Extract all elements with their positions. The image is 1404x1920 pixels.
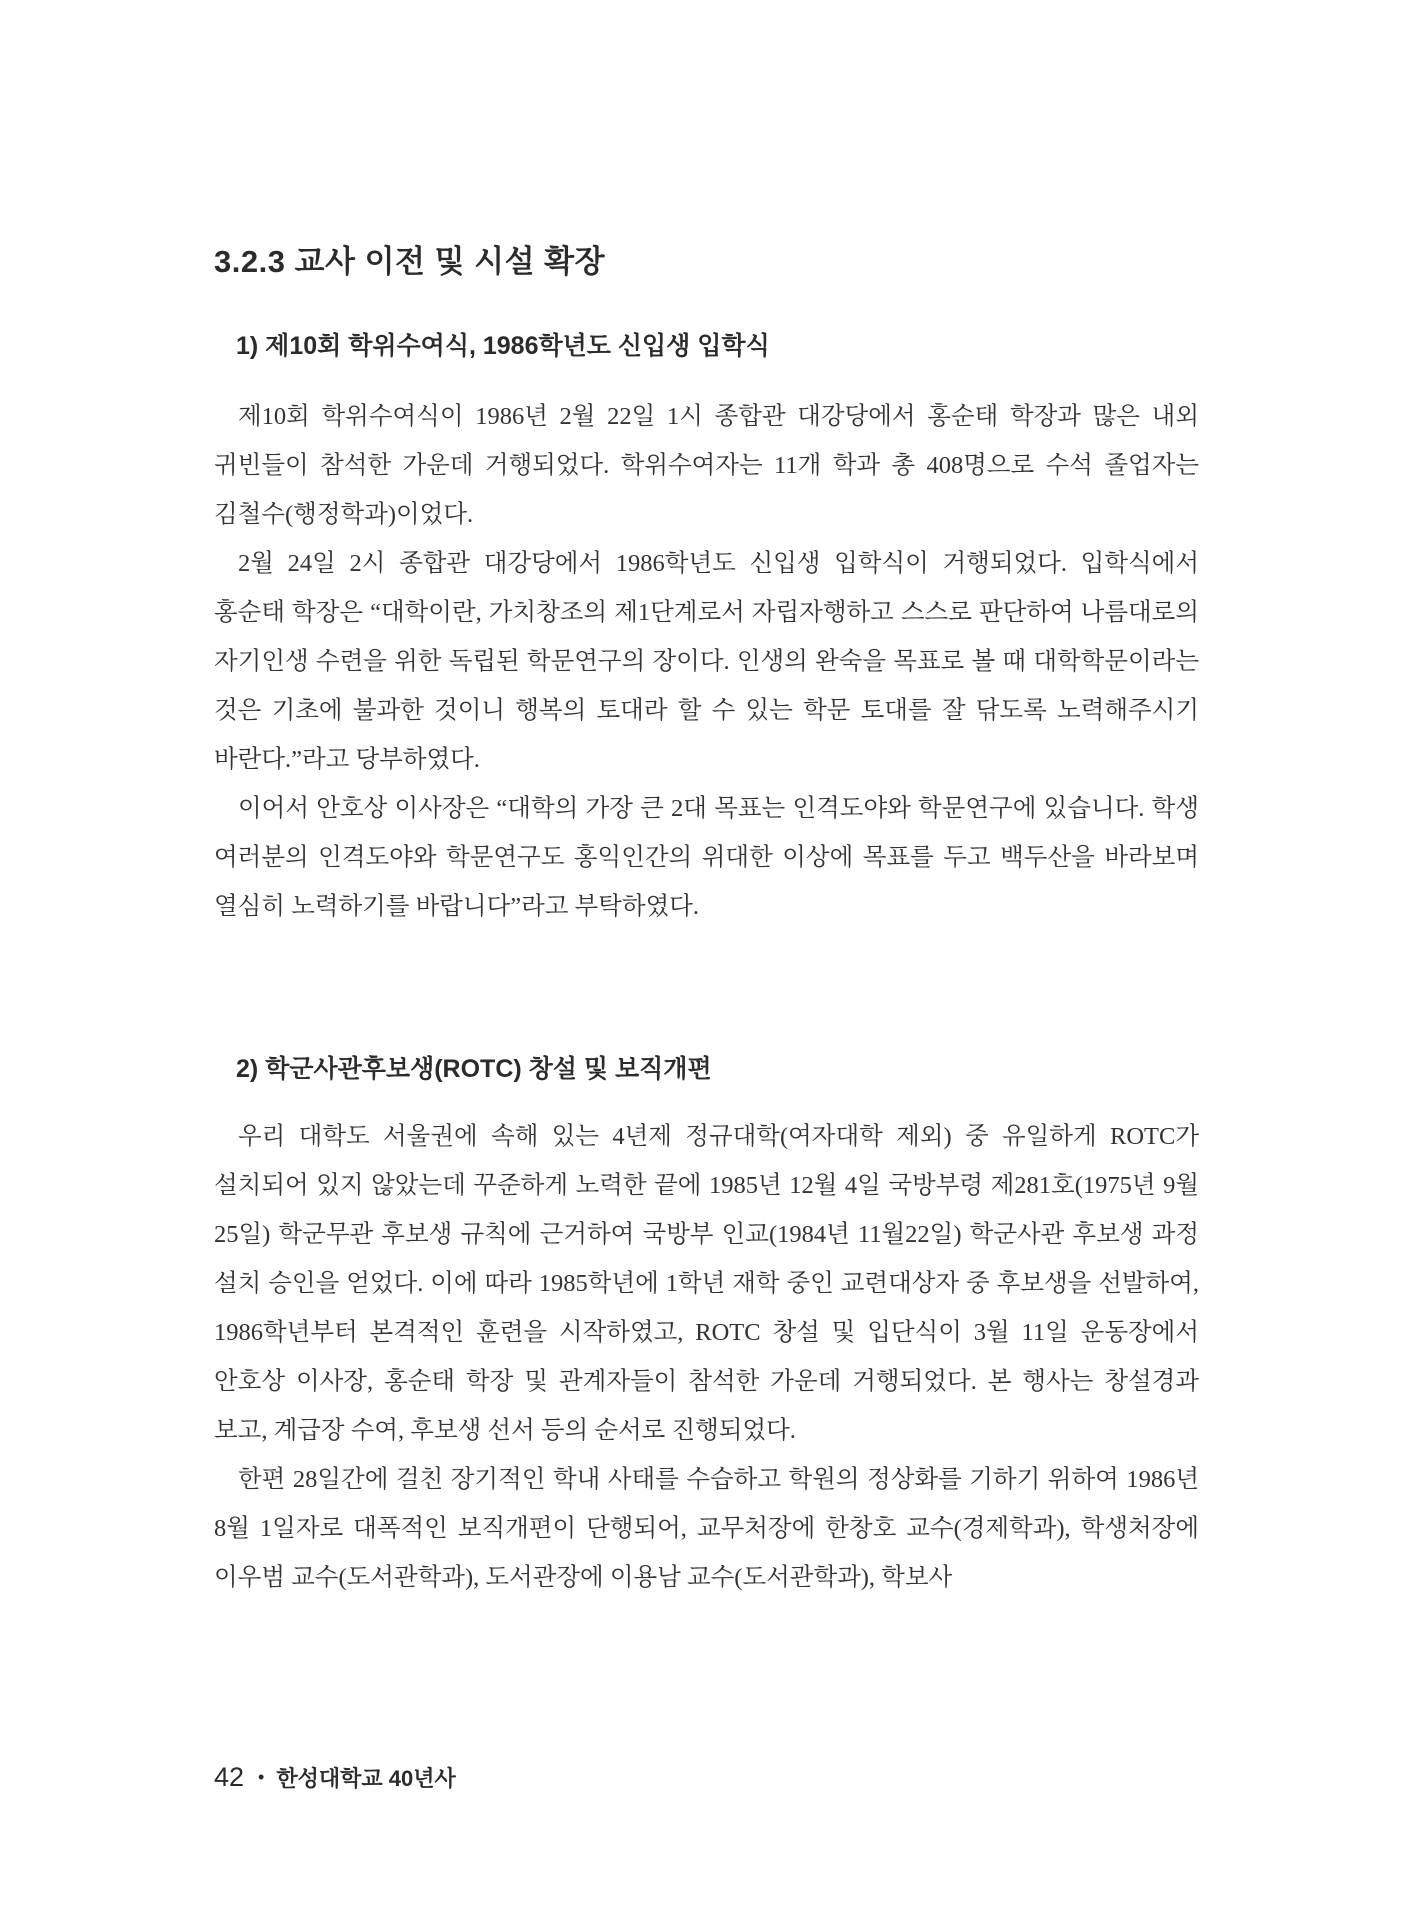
paragraph: 우리 대학도 서울권에 속해 있는 4년제 정규대학(여자대학 제외) 중 유일하게 ROTC가 설치되어 있지 않았는데 꾸준하게 노력한 끝에 1985년 12월 4일 국방부령 제281호(1975년 9월 25일) 학군무관 후보생 규칙에 근거하여 국방부 인교(1984년 11월22일) 학군사관 후보생 과정 설치 승인을 얻었다. 이에 따라 1985학년에 1학년 재학 중인 교련대상자 중 후보생을 선발하여, 1986학년부터 본격적인 훈련을 시작하였고, ROTC 창설 및 입단식이 3월 11일 운동장에서 안호상 이사장, 홍순태 학장 및 관계자들이 참석한 가운데 거행되었다. 본 행사는 창설경과 보고, 계급장 수여, 후보생 선서 등의 순서로 진행되었다.: [214, 1123, 1199, 1444]
paragraph: 제10회 학위수여식이 1986년 2월 22일 1시 종합관 대강당에서 홍순태 학장과 많은 내외 귀빈들이 참석한 가운데 거행되었다. 학위수여자는 11개 학과 총 408명으로 수석 졸업자는 김철수(행정학과)이었다.: [214, 403, 1199, 528]
book-title: 한성대학교 40년사: [276, 1766, 456, 1791]
page-number: 42: [214, 1762, 245, 1792]
paragraph: 이어서 안호상 이사장은 “대학의 가장 큰 2대 목표는 인격도야와 학문연구에 있습니다. 학생 여러분의 인격도야와 학문연구도 홍익인간의 위대한 이상에 목표를 두고 백두산을 바라보며 열심히 노력하기를 바랍니다”라고 부탁하였다.: [214, 795, 1199, 920]
paragraph: 2월 24일 2시 종합관 대강당에서 1986학년도 신입생 입학식이 거행되었다. 입학식에서 홍순태 학장은 “대학이란, 가치창조의 제1단계로서 자립자행하고 스스로 판단하여 나름대로의 자기인생 수련을 위한 독립된 학문연구의 장이다. 인생의 완숙을 목표로 볼 때 대학학문이라는 것은 기초에 불과한 것이니 행복의 토대라 할 수 있는 학문 토대를 잘 닦도록 노력해주시기 바란다.”라고 당부하였다.: [214, 550, 1199, 773]
subsection-title-rotc: 2) 학군사관후보생(ROTC) 창설 및 보직개편: [236, 1055, 712, 1083]
paragraph: 한편 28일간에 걸친 장기적인 학내 사태를 수습하고 학원의 정상화를 기하기 위하여 1986년 8월 1일자로 대폭적인 보직개편이 단행되어, 교무처장에 한창호 교수(경제학과), 학생처장에 이우범 교수(도서관학과), 도서관장에 이용남 교수(도서관학과), 학보사: [214, 1466, 1199, 1591]
subsection-body-graduation: [214, 392, 1199, 931]
subsection-title-graduation: 1) 제10회 학위수여식, 1986학년도 신입생 입학식: [236, 332, 770, 360]
footer-bullet: •: [258, 1767, 265, 1787]
section-title: 3.2.3 교사 이전 및 시설 확장: [214, 244, 606, 279]
page-footer: [214, 1762, 456, 1793]
subsection-body-rotc: [214, 1112, 1199, 1602]
